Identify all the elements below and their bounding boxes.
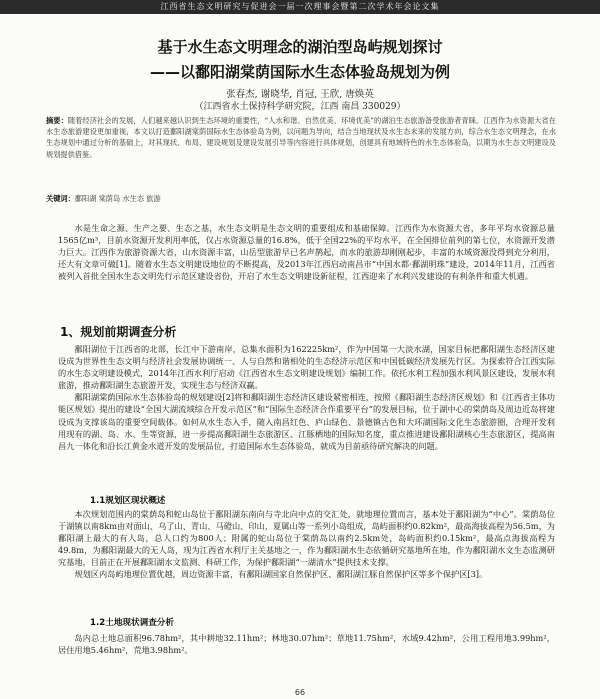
running-title: 江西省生态文明研究与促进会一届一次理事会暨第二次学术年会论文集 [160, 2, 440, 11]
subsection-body [58, 508, 555, 581]
keywords-text: 鄱阳湖 棠荫岛 水生态 旅游 [74, 194, 161, 203]
section-body [58, 343, 555, 452]
page-number: 66 [294, 688, 306, 697]
paper-title: 基于水生态文明理念的湖泊型岛屿规划探讨 [157, 38, 443, 56]
author-list: 张春杰, 谢晓华, 肖冠, 王欣, 唐焕英 [226, 89, 374, 100]
abstract-label: 摘要： [46, 116, 68, 125]
intro-paragraph: 水是生命之源、生产之要、生态之基，水生态文明是生态文明的重要组成和基础保障。江西作为水资源大省，多年平均水资源总量1565亿m³，目前水资源开发利用率低，仅占水资源总量的16.8%，低于全国22%的平均水平，在全国排位前列的第七位，水资源开发潜力巨大。江西作为旅游资源大省，山水资源丰富，山岳型旅游早已名声鹊起，而水的旅游却刚刚起步，丰富的水域资源没得到充分利用，还大有文章可做[1]。随着水生态文明建设地位的不断提高，及2013年江西启动南昌市“中国水都·鄱湖明珠”建设，2014年11月，江西省被列入首批全国水生态文明先行示范区建设省份，开启了水生态文明建设新征程，江西迎来了水利兴发建设的有利条件和重大机遇。 [58, 223, 555, 282]
subsection-heading: 1.2土地现状调查分析 [90, 618, 174, 628]
subsection-paragraph: 规划区内岛屿地理位置优越，周边资源丰富，有鄱阳湖国家自然保护区、鄱阳湖江豚自然保护区等多个保护区[3]。 [74, 569, 488, 580]
subsection-paragraph: 岛内总土地总面积96.78hm²，其中耕地32.11hm²；林地30.07hm²；草地11.75hm²，水域9.42hm²，公用工程用地3.99hm²，居住用地5.46hm²，荒地3.98hm²。 [58, 633, 555, 656]
section-paragraph: 鄱阳湖位于江西省的北部，长江中下游南岸，总集水面积为162225km²，作为中国第一大淡水湖，国家目标把鄱阳湖生态经济区建设成为世界性生态文明与经济社会发展协调统一、人与自然和谐相处的生态经济示范区和中国低碳经济发展先行区。为探索符合江西实际的水生态文明建设模式，2014年江西水利厅启动《江西省水生态文明建设规划》编制工作。依托水利工程加强水利风景区建设，发展水利旅游，推动鄱阳湖生态旅游开发，实现生态与经济双赢。 [58, 344, 555, 391]
running-header [0, 0, 600, 14]
keywords-label: 关键词： [46, 194, 75, 203]
abstract-text: 随着经济社会的发展，人们越来越认识到生态环境的重要性，“人水和谐、自然优美、环境优美”的湖泊生态旅游备受旅游者青睐。江西作为水资源大省在水生态旅游建设更加重视，本文以打造鄱阳湖棠荫国际水生态体验岛为例，以问题为导向，结合当地现状及水生态未来的发展方向，综合水生态文明理念，在水生态规划中通过分析的基础上，对其现状、布局、建设规划及建设发展引导等内容进行具体规划，创建具有地域特色的水生态体验岛，以期为水生态文明建设及规划提供借鉴。 [46, 116, 556, 159]
paper-subtitle: ——以鄱阳湖棠荫国际水生态体验岛规划为例 [149, 63, 450, 81]
subsection-paragraph: 本次规划范围内的棠荫岛和蛇山岛位于鄱阳湖东南向与寺北向中点的交汇处，就地理位置而言，基本处于鄱阳湖为“中心”。棠荫岛位于湖镇以南8km由对面山、乌了山、青山、马磴山、印山，夏属山等一系列小岛组成，岛屿面积约0.82km²，最高海拔高程为56.5m，为鄱阳湖上最大的有人岛，总人口约为800人；附属的蛇山岛位于棠荫岛以南约2.5km处，岛屿面积约0.15km²，最高点海拔高程为49.8m，为鄱阳湖最大的无人岛，现为江西省水利厅主关基地之一，作为鄱阳湖水生态依循研究基地所在地，作为鄱阳湖水文生态监测研究基地，目前正在开展鄱阳湖水文监测、科研工作，为保护鄱阳湖“一湖清水”提供技术支撑。 [58, 509, 555, 568]
subtitle-text: 以鄱阳湖棠荫国际水生态体验岛规划为例 [179, 63, 450, 81]
affiliation: （江西省水土保持科学研究院，江西 南昌 330029） [194, 102, 406, 112]
subsection-body [58, 632, 555, 656]
section-paragraph: 鄱阳湖棠荫国际水生态体验岛的规划建设[2]将和鄱阳湖生态经济区建设紧密相连，按照《鄱阳湖生态经济区规划》和《江西省主体功能区规划》提出的建设“全国大湖流域综合开发示范区”和“国际生态经济合作重要平台”的发展目标，位于湖中心的棠荫岛及周边近岛将建设成为支撑该岛的重要空间载体。如何从水生态入手，随入南昌红色、庐山绿色、景德镇古色和大环湖国际文化生态旅游圈，合理开发利用现有的湖、岛、水、生等资源，进一步提高鄱阳湖生态旅游区、江豚栖地的国际知名度，重点推进建设鄱阳湖核心生态旅游区，提高南昌九一体化和沿长江黄金水道开发的发展品位，打造国际水生态体验岛，就成为目前亟待研究解决的问题。 [58, 392, 555, 451]
keywords [46, 193, 556, 204]
intro-section [58, 222, 555, 282]
abstract [46, 115, 556, 160]
section-heading: 1、规划前期调查分析 [60, 325, 177, 339]
subsection-heading: 1.1规划区现状概述 [90, 496, 166, 506]
